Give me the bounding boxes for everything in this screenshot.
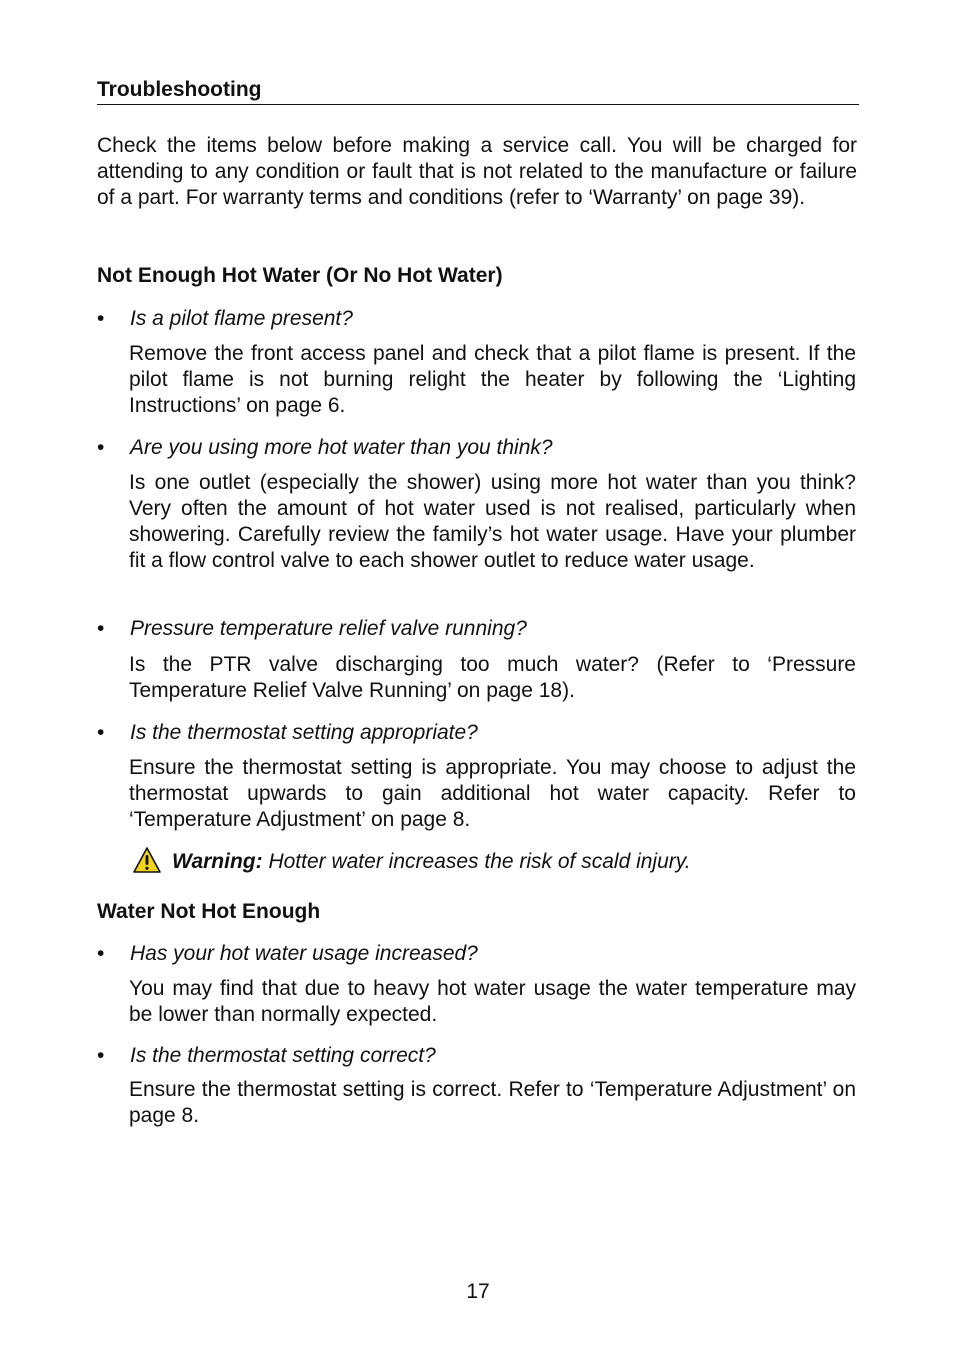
bullet-icon: • <box>97 942 105 965</box>
question-text: Is the thermostat setting correct? <box>130 1044 436 1067</box>
bullet-icon: • <box>97 307 105 330</box>
answer-text: Remove the front access panel and check that a pilot flame is present. If the pilot flame is not burning relight the heater by following the ‘Lighting Instructions’ on page 6. <box>129 342 856 417</box>
warning-triangle-icon <box>132 846 162 874</box>
question-text: Is a pilot flame present? <box>130 307 353 330</box>
warning-message: Hotter water increases the risk of scald injury. <box>262 850 691 873</box>
question-text: Are you using more hot water than you think? <box>130 436 553 459</box>
answer-text: Is the PTR valve discharging too much water? (Refer to ‘Pressure Temperature Relief Valve Running’ on page 18). <box>129 653 856 702</box>
warning-text <box>172 849 691 875</box>
page-title: Troubleshooting <box>97 77 859 105</box>
page-number: 17 <box>466 1280 490 1303</box>
section-heading-not-enough-hot-water: Not Enough Hot Water (Or No Hot Water) <box>97 264 503 287</box>
intro-paragraph: Check the items below before making a service call. You will be charged for attending to any condition or fault that is not related to the manufacture or failure of a part. For warranty terms and conditions (refer to ‘Warranty’ on page 39). <box>97 134 857 209</box>
answer-text: Is one outlet (especially the shower) using more hot water than you think? Very often the amount of hot water used is not realised, particularly when showering. Carefully review the family’s hot water usage. Have your plumber fit a flow control valve to each shower outlet to reduce water usage. <box>129 471 856 572</box>
question-text: Is the thermostat setting appropriate? <box>130 721 478 744</box>
answer-text: Ensure the thermostat setting is correct. Refer to ‘Temperature Adjustment’ on page 8. <box>129 1078 856 1127</box>
bullet-icon: • <box>97 1044 105 1067</box>
answer-text: You may find that due to heavy hot water usage the water temperature may be lower than normally expected. <box>129 977 856 1026</box>
question-text: Has your hot water usage increased? <box>130 942 478 965</box>
bullet-icon: • <box>97 721 105 744</box>
section-heading-water-not-hot-enough: Water Not Hot Enough <box>97 900 321 923</box>
answer-text: Ensure the thermostat setting is appropriate. You may choose to adjust the thermostat upwards to gain additional hot water capacity. Refer to ‘Temperature Adjustment’ on page 8. <box>129 756 856 831</box>
bullet-icon: • <box>97 617 105 640</box>
warning-label: Warning: <box>172 850 263 873</box>
question-text: Pressure temperature relief valve running? <box>130 617 527 640</box>
bullet-icon: • <box>97 436 105 459</box>
